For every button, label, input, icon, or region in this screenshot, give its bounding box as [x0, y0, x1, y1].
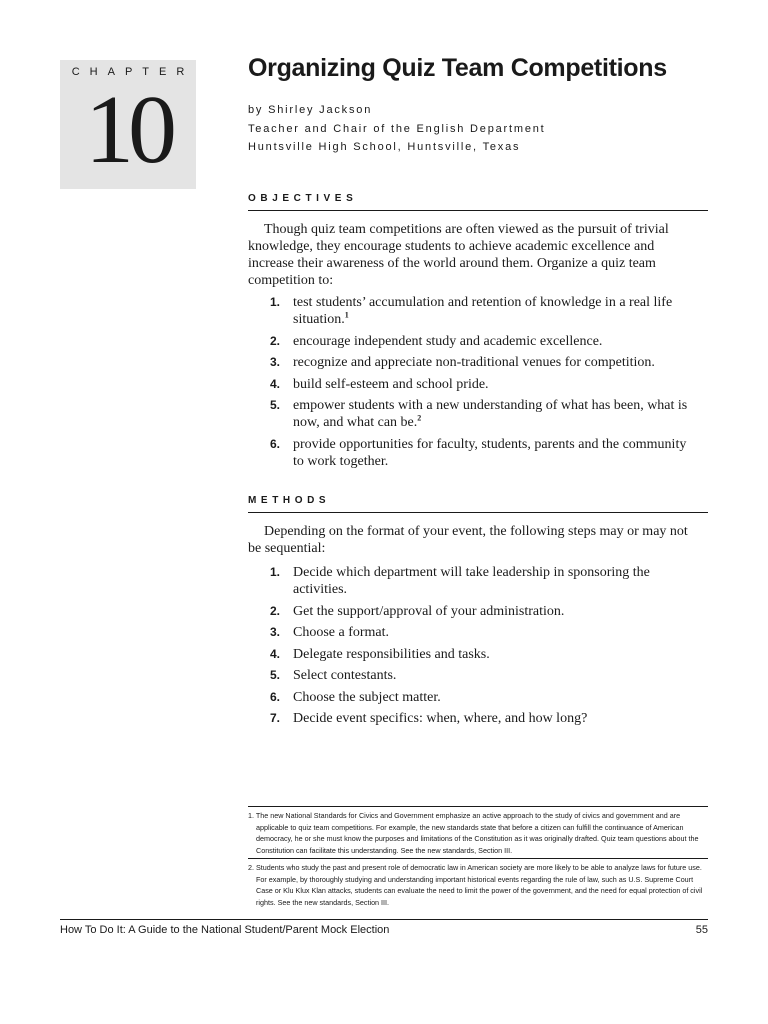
item-number: 2. [270, 603, 281, 618]
objectives-intro: Though quiz team competitions are often viewed as the pursuit of trivial knowledge, they encourage students to achieve academic excellence and increase their awareness of the world around them. Organize a quiz team competition to: [248, 222, 669, 288]
list-item [248, 397, 698, 431]
list-item [248, 624, 698, 641]
item-text: Delegate responsibilities and tasks. [293, 646, 490, 662]
page-number: 55 [695, 924, 708, 936]
byline-author: by Shirley Jackson [248, 104, 373, 116]
item-number: 3. [270, 625, 281, 639]
byline-school: Huntsville High School, Huntsville, Texas [248, 141, 521, 153]
item-number: 2. [270, 333, 281, 348]
item-text: build self-esteem and school pride. [293, 376, 489, 392]
item-number: 5. [270, 668, 281, 682]
footnote-ref: 2 [417, 413, 422, 423]
methods-list [248, 564, 698, 732]
item-text: Choose a format. [293, 625, 390, 640]
list-item [248, 333, 698, 350]
list-item [248, 564, 698, 598]
list-item [248, 436, 698, 470]
item-number: 7. [270, 711, 281, 725]
item-text: test students’ accumulation and retention of knowledge in a real life situation. [293, 295, 673, 327]
byline [248, 101, 546, 157]
list-item [248, 689, 698, 706]
item-text: provide opportunities for faculty, students, parents and the community to work together. [293, 436, 687, 469]
item-number: 6. [270, 689, 281, 704]
item-text: Choose the subject matter. [293, 689, 441, 705]
footnotes [248, 806, 708, 910]
page-title: Organizing Quiz Team Competitions [248, 54, 667, 82]
item-text: empower students with a new understanding of what has been, what is now, and what can be. [293, 398, 688, 430]
list-item [248, 603, 698, 620]
item-number: 5. [270, 398, 281, 412]
chapter-box [60, 60, 196, 189]
footer-book-title: How To Do It: A Guide to the National Student/Parent Mock Election [60, 924, 390, 936]
item-text: recognize and appreciate non-traditional venues for competition. [293, 355, 655, 370]
chapter-number: 10 [85, 76, 171, 184]
list-item [248, 646, 698, 663]
item-number: 4. [270, 646, 281, 661]
item-number: 1. [270, 565, 281, 579]
byline-position: Teacher and Chair of the English Department [248, 122, 546, 135]
item-number: 6. [270, 436, 281, 451]
item-text: encourage independent study and academic excellence. [293, 333, 603, 349]
chapter-label: CHAPTER [71, 66, 195, 78]
item-number: 1. [270, 295, 281, 309]
footer-divider [60, 919, 708, 920]
list-item [248, 294, 698, 328]
item-text: Select contestants. [293, 668, 397, 683]
footnote-2: 2. Students who study the past and present role of democratic law in American society are more likely to be able to analyze laws for future use. For example, by thoroughly studying and understanding important historical events regarding the rule of law, such as U.S. Supreme Court Case or Klu Klux Klan attacks, students can evaluate the need to limit the power of the government, and the need for equal protection of civil rights. See the new standards, Section III. [248, 858, 708, 910]
item-text: Decide event specifics: when, where, and how long? [293, 711, 588, 726]
item-text: Get the support/approval of your administration. [293, 603, 565, 619]
objectives-heading: OBJECTIVES [248, 193, 708, 211]
footnote-1: 1. The new National Standards for Civics and Government emphasize an active approach to the study of civics and government and are applicable to quiz team competitions. For example, the new standards state that before a citizen can fulfill the continuance of American democracy, he or she must know the purposes and limitations of the Constitution as it was originally drafted. Quiz team questions about the Constitution can facilitate this understanding. See the new standards, Section III. [248, 806, 708, 858]
list-item [248, 376, 698, 393]
list-item [248, 354, 698, 371]
item-number: 3. [270, 355, 281, 369]
item-text: Decide which department will take leadership in sponsoring the activities. [293, 565, 650, 597]
methods-intro: Depending on the format of your event, the following steps may or may not be sequential: [248, 524, 688, 556]
methods-heading: METHODS [248, 495, 708, 513]
list-item [248, 667, 698, 684]
item-number: 4. [270, 376, 281, 391]
objectives-list [248, 294, 698, 474]
footnote-ref: 1 [344, 310, 349, 320]
list-item [248, 710, 698, 727]
